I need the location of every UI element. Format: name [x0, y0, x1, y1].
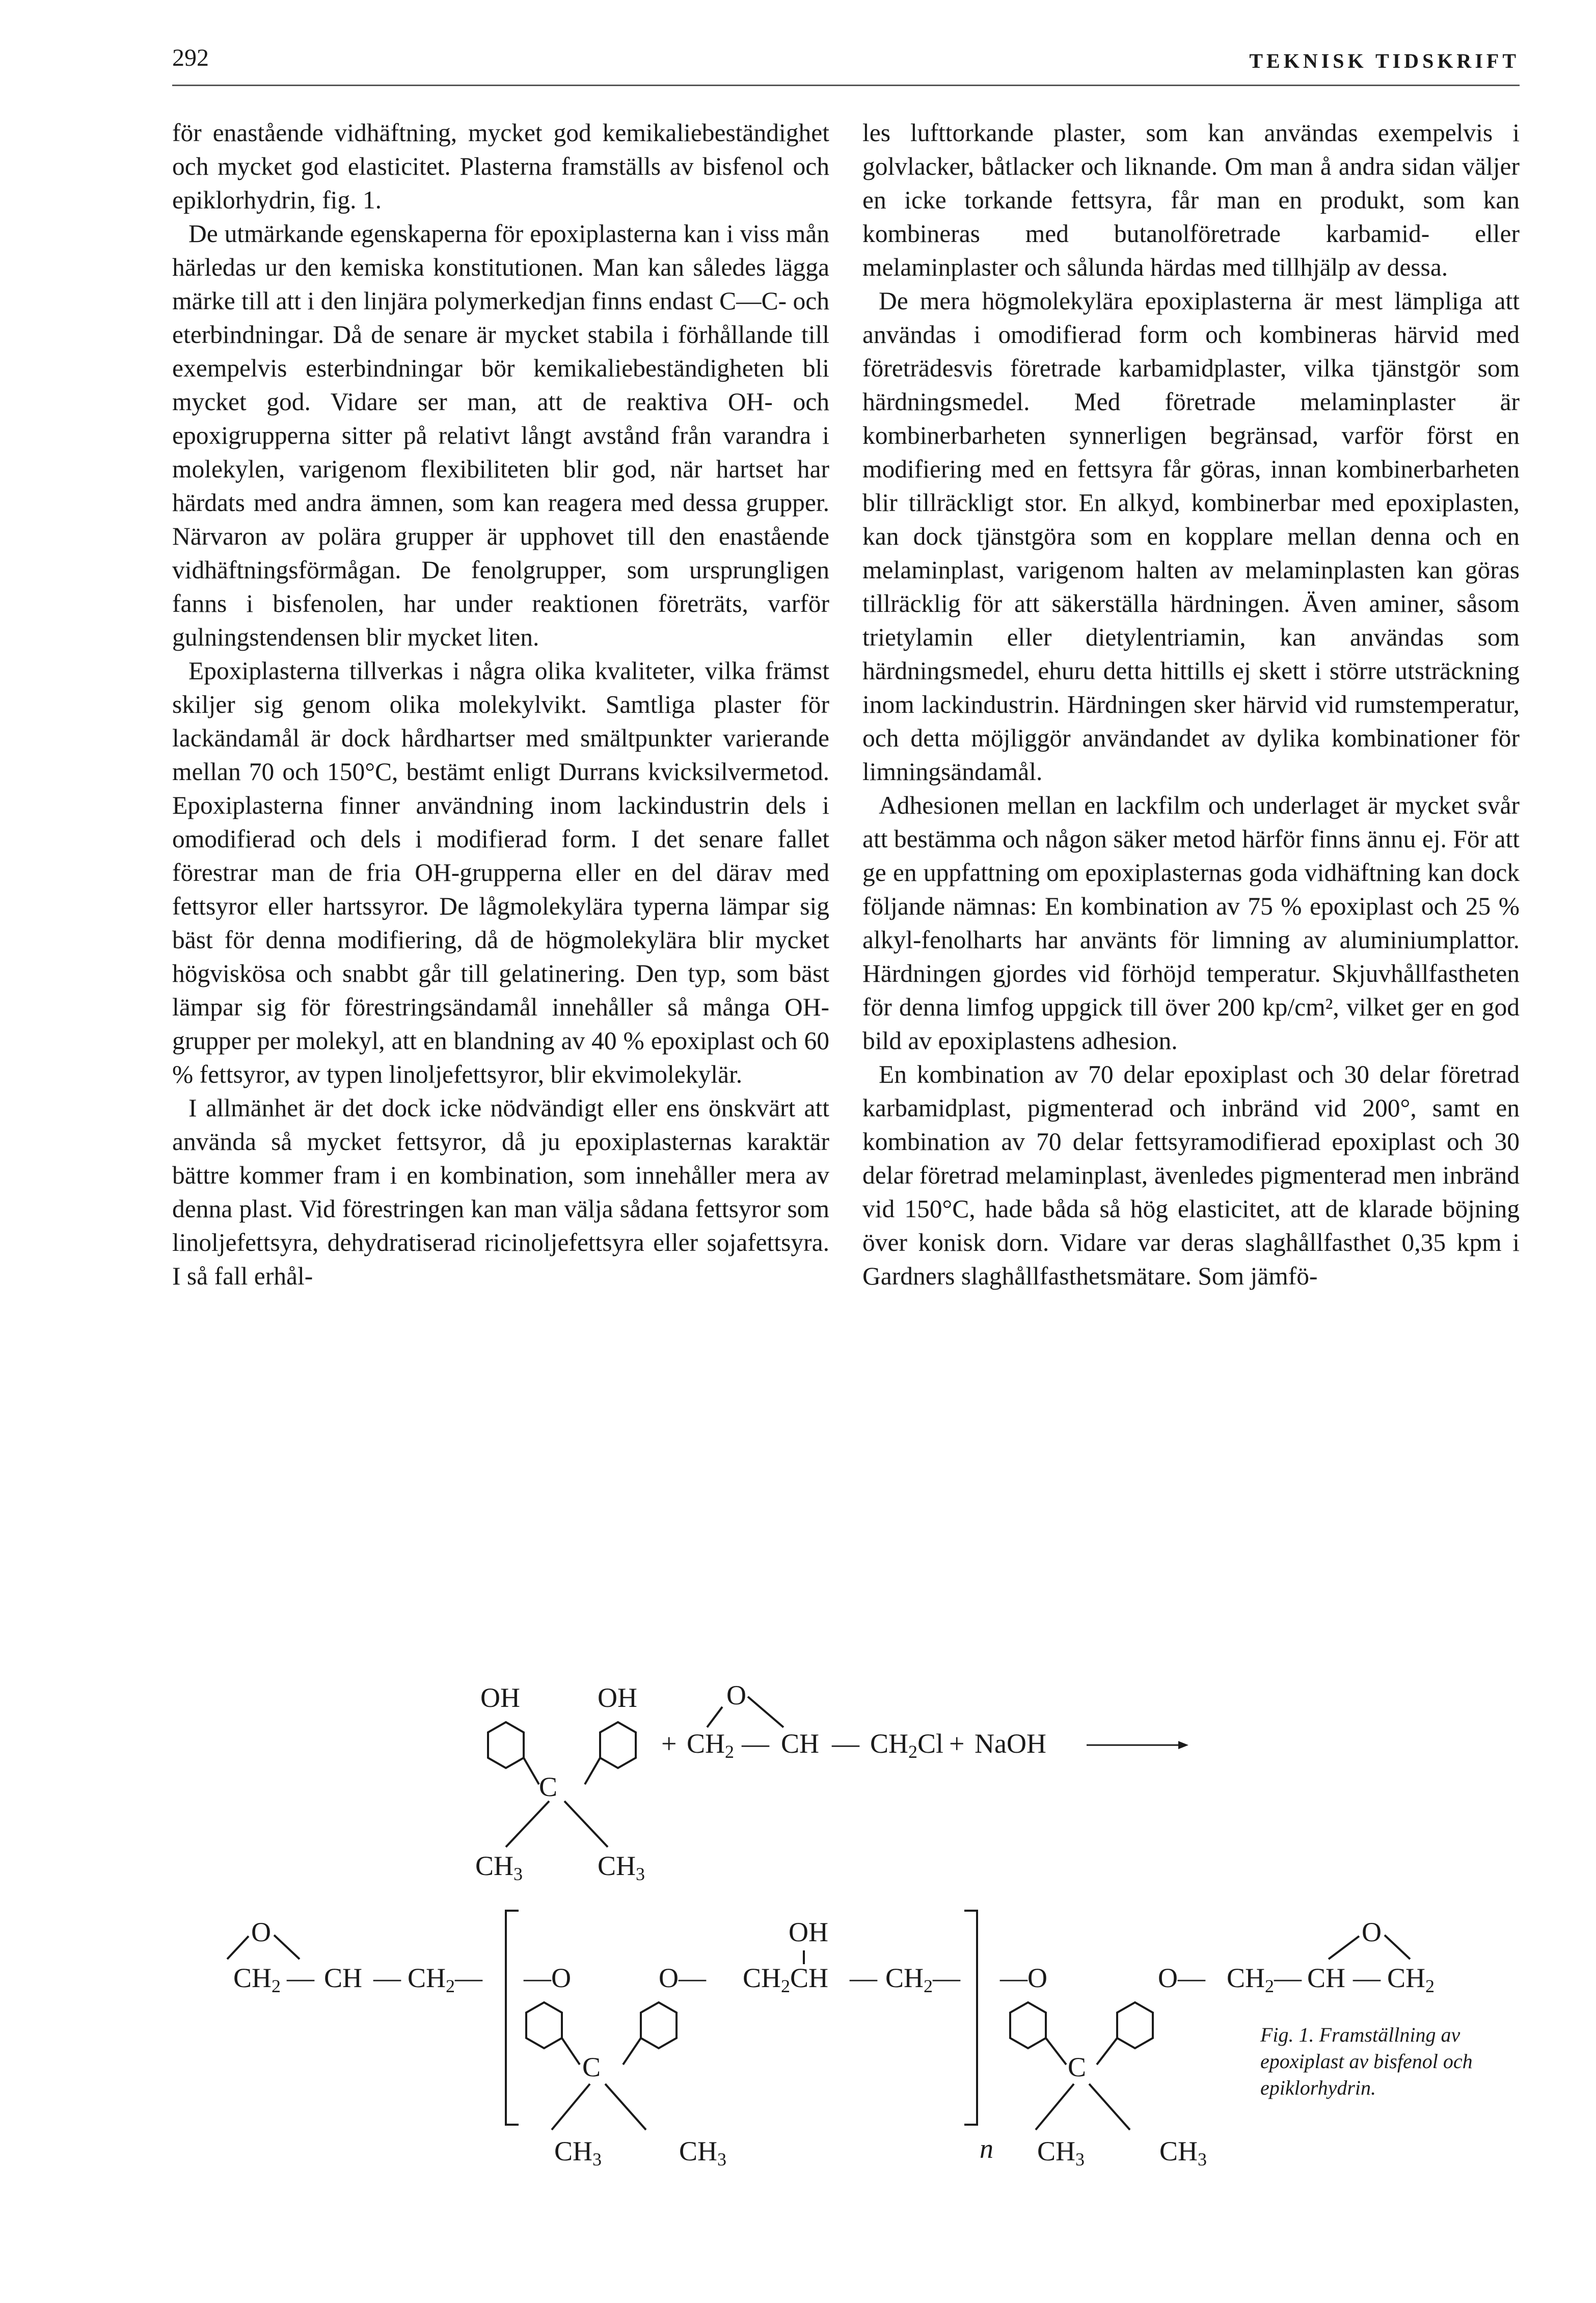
naoh-label: NaOH: [975, 1728, 1046, 1759]
epoxy-resin-product: [227, 1911, 1435, 2170]
svg-text:CH: CH: [324, 1963, 363, 1993]
paragraph: De mera högmolekylära epoxiplasterna är mest lämpliga att användas i omodifierad form och kombineras härvid med företrädesvis företrade karbamidplaster, vilka tjänstgör som härdningsmedel. Med företrade melaminplaster är kombinerbarheten synnerligen begränsad, varför först en modifiering med en fettsyra får göras, innan kombinerbarheten blir tillräckligt stor. En alkyd, kombinerbar med epoxiplasten, kan dock tjänstgöra som en kopplare mellan denna och en melaminplast, varigenom halten av melaminplasten kan göras tillräcklig för att säkerställa härdningen. Även aminer, såsom trietylamin eller dietylentriamin, kan användas som härdningsmedel, ehuru detta hittills ej skett i större utsträckning inom lackindustrin. Härdningen sker härvid vid rumstemperatur, och detta möjliggör användandet av dylika kombinationer för limningsändamål.: [862, 287, 1520, 786]
paragraph: En kombination av 70 delar epoxiplast och 30 delar företrad karbamidplast, pigmenterad och inbränd vid 200°, samt en kombination av 70 delar fettsyramodifierad epoxiplast och 30 delar företrad melaminplast, ävenledes pigmenterad men inbränd vid 150°C, hade båda så hög elasticitet, att de klarade böjning över konisk dorn. Vidare var deras slaghållfasthet 0,35 kpm i Gardners slaghållfasthetsmätare. Som jämfö-: [862, 1060, 1520, 1290]
epichlorohydrin-structure: [661, 1680, 1188, 1762]
paragraph: Adhesionen mellan en lackfilm och underlaget är mycket svår att bestämma och någon säker metod härför finns ännu ej. För att ge en uppfattning om epoxiplasternas goda vidhäftning kan dock följande nämnas: En kombination av 75 % epoxiplast och 25 % alkyl-fenolharts har använts för limning av aluminiumplattor. Härdningen gjordes vid förhöjd temperatur. Skjuvhållfastheten för denna limfog uppgick till över 200 kp/cm², vilket ger en god bild av epoxiplastens adhesion.: [862, 791, 1520, 1055]
hydroxyl-label: OH: [789, 1917, 828, 1947]
svg-text:—O: —O: [524, 1963, 571, 1993]
svg-text:CH3: CH3: [554, 2136, 602, 2170]
bisphenol-a-structure: [475, 1682, 645, 1884]
oh-label: OH: [598, 1682, 637, 1713]
left-bracket: [506, 1911, 519, 2125]
svg-text:CH2—: CH2—: [408, 1963, 483, 1996]
svg-text:C: C: [1068, 2052, 1087, 2082]
plus-sign: +: [661, 1728, 677, 1759]
svg-text:O—: O—: [659, 1963, 706, 1993]
svg-text:—: —: [742, 1728, 769, 1759]
benzene-ring: [488, 1722, 524, 1768]
svg-text:CH2: CH2: [233, 1963, 281, 1996]
repeat-unit-n: n: [980, 2133, 993, 2164]
svg-text:CH: CH: [1307, 1963, 1346, 1993]
methyl-label: CH3: [475, 1851, 523, 1884]
svg-text:—: —: [832, 1728, 859, 1759]
svg-text:—: —: [287, 1963, 314, 1993]
svg-text:CH3: CH3: [679, 2136, 727, 2170]
page-header: [172, 44, 1520, 79]
epoxide-oxygen: O: [726, 1680, 746, 1710]
svg-text:CH3: CH3: [1037, 2136, 1085, 2170]
right-column: [862, 116, 1520, 1293]
svg-text:CH3: CH3: [1159, 2136, 1207, 2170]
svg-text:—: —: [373, 1963, 401, 1993]
svg-text:CH2CH: CH2CH: [743, 1963, 829, 1996]
oh-label: OH: [480, 1682, 520, 1713]
header-rule: [172, 85, 1520, 86]
right-bracket: [964, 1911, 977, 2125]
paragraph: för enastående vidhäftning, mycket god kemikaliebeständighet och mycket god elasticitet. Plasterna framställs av bisfenol och epiklorhydrin, fig. 1.: [172, 119, 829, 214]
svg-text:C: C: [582, 2052, 601, 2082]
page-number: 292: [172, 44, 209, 71]
methyl-label: CH3: [598, 1851, 645, 1884]
paragraph: les lufttorkande plaster, som kan användas exempelvis i golvlacker, båtlacker och liknande. Om man å andra sidan väljer en icke torkande fettsyra, får man en produkt, som kan kombineras med butanolföretrade karbamid- eller melaminplaster och sålunda härdas med tillhjälp av dessa.: [862, 119, 1520, 281]
svg-text:—O: —O: [1000, 1963, 1047, 1993]
svg-text:—: —: [1353, 1963, 1381, 1993]
svg-text:CH2: CH2: [1387, 1963, 1435, 1996]
svg-text:—: —: [850, 1963, 877, 1993]
paragraph: Epoxiplasterna tillverkas i några olika kvaliteter, vilka främst skiljer sig genom olika molekylvikt. Samtliga plaster för lackändamål är dock hårdhartser med smältpunkter varierande mellan 70 och 150°C, bestämt enligt Durrans kvicksilvermetod. Epoxiplasterna finner användning inom lackindustrin dels i omodifierad och dels i modifierad form. I det senare fallet förestrar man de fria OH-grupperna eller en del därav med fettsyror eller hartssyror. De lågmolekylära typerna lämpar sig bäst för denna modifiering, då de högmolekylära blir mycket högviskösa och snabbt går till gelatinering. Den typ, som bäst lämpar sig för förestringsändamål innehåller så många OH-grupper per molekyl, att en blandning av 40 % epoxiplast och 60 % fettsyror, av typen linoljefettsyror, blir ekvimolekylär.: [172, 657, 829, 1088]
benzene-ring: [526, 2002, 562, 2048]
svg-text:O—: O—: [1158, 1963, 1205, 1993]
journal-title: TEKNISK TIDSKRIFT: [1249, 49, 1520, 72]
epoxide-oxygen: O: [251, 1917, 271, 1947]
arrow-head: [1178, 1741, 1188, 1749]
benzene-ring: [1010, 2002, 1046, 2048]
ch-label: CH: [781, 1728, 820, 1759]
benzene-ring: [600, 1722, 636, 1768]
central-carbon: C: [539, 1772, 558, 1802]
benzene-ring: [641, 2002, 677, 2048]
reaction-diagram: [172, 1651, 1520, 2201]
epoxide-oxygen: O: [1362, 1917, 1382, 1947]
ch2-label: CH2: [687, 1728, 735, 1762]
paragraph: De utmärkande egenskaperna för epoxiplasterna kan i viss mån härledas ur den kemiska konstitutionen. Man kan således lägga märke till att i den linjära polymerkedjan finns endast C—C- och eterbindningar. Då de senare är mycket stabila i förhållande till exempelvis esterbindningar bör kemikaliebeständigheten bli mycket god. Vidare ser man, att de reaktiva OH- och epoxigrupperna sitter på relativt långt avstånd från varandra i molekylen, varigenom flexibiliteten blir god, när hartset har härdats med andra ämnen, som kan reagera med dessa grupper. Närvaron av polära grupper är upphovet till den enastående vidhäftningsförmågan. De fenolgrupper, som ursprungligen fanns i bisfenolen, har under reaktionen företräts, varför gulningstendensen blir mycket liten.: [172, 220, 829, 651]
paragraph: I allmänhet är det dock icke nödvändigt eller ens önskvärt att använda så mycket fettsyror, då ju epoxiplasternas karaktär bättre kommer fram i en kombination, som innehåller mera av denna plast. Vid förestringen kan man välja sådana fettsyror som linoljefettsyra, dehydratiserad ricinoljefettsyra eller sojafettsyra. I så fall erhål-: [172, 1094, 829, 1290]
figure-caption: Fig. 1. Framställning av epoxiplast av bisfenol och epiklorhydrin.: [1260, 2023, 1473, 2099]
svg-text:CH2—: CH2—: [1227, 1963, 1302, 1996]
plus-sign: +: [949, 1728, 965, 1759]
svg-text:CH2—: CH2—: [885, 1963, 961, 1996]
ch2cl-label: CH2Cl: [870, 1728, 944, 1762]
left-column: [172, 116, 829, 1293]
figure-reaction-scheme: [172, 1651, 1520, 2201]
benzene-ring: [1117, 2002, 1153, 2048]
